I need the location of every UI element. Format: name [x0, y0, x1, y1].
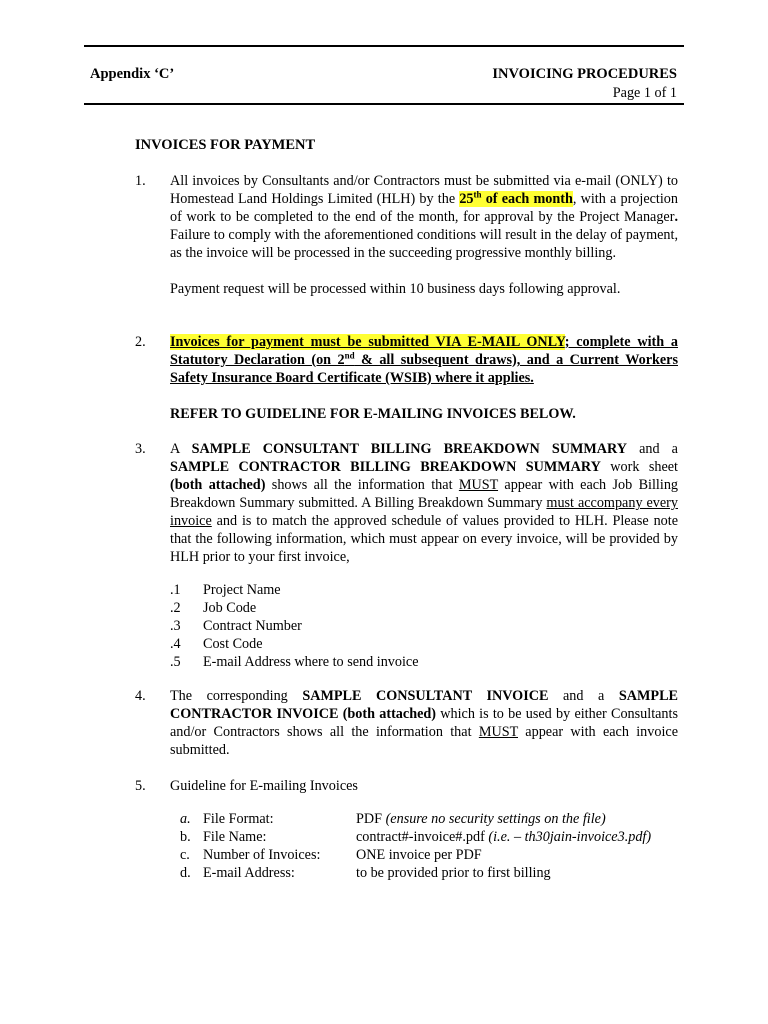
item-number: 3.: [135, 441, 146, 457]
item-body: [170, 687, 678, 759]
text-run: .: [674, 209, 678, 225]
guideline-row-email-address: d. E-mail Address: to be provided prior to first billing: [180, 865, 551, 881]
document-title: INVOICING PROCEDURES: [492, 66, 677, 82]
list-item: .1 Project Name: [170, 582, 281, 598]
sample-invoice-paragraph: The corresponding SAMPLE CONSULTANT INVOICE and a SAMPLE CONTRACTOR INVOICE (both attached) which is to be used by either Consultants and/or Contractors shows all the information that MUST appear with each invoice submitted.: [170, 688, 678, 758]
header-top-rule: [84, 45, 684, 47]
text-run: , with a projection of work to be completed to the end of the month, for approval by the Project Manager: [170, 191, 678, 225]
item-body: [170, 777, 678, 795]
list-item: .5 E-mail Address where to send invoice: [170, 654, 419, 670]
item-body: [170, 333, 678, 423]
list-item: .4 Cost Code: [170, 636, 263, 652]
text-run: Failure to comply with the aforementioned conditions will result in the delay of payment, as the invoice will be processed in the succeeding progressive monthly billing.: [170, 227, 678, 261]
guideline-title: Guideline for E-mailing Invoices: [170, 778, 358, 794]
guideline-row-number-of-invoices: c. Number of Invoices: ONE invoice per PDF: [180, 847, 482, 863]
item-body: [170, 440, 678, 566]
billing-breakdown-paragraph: A SAMPLE CONSULTANT BILLING BREAKDOWN SUMMARY and a SAMPLE CONTRACTOR BILLING BREAKDOWN SUMMARY work sheet (both attached) shows all the information that MUST appear with each Job Billing Breakdown Summary submitted. A Billing Breakdown Summary must accompany every invoice and is to match the approved schedule of values provided to HLH. Please note that the following information, which must appear on every invoice, will be provided by HLH prior to your first invoice,: [170, 441, 679, 565]
section-title: INVOICES FOR PAYMENT: [135, 137, 316, 153]
item-number: 1.: [135, 173, 146, 189]
item-number: 4.: [135, 688, 146, 704]
refer-guideline: REFER TO GUIDELINE FOR E-MAILING INVOICES BELOW.: [170, 406, 576, 422]
header-bottom-rule: [84, 103, 684, 105]
page-number: Page 1 of 1: [612, 85, 677, 101]
list-item: .2 Job Code: [170, 600, 257, 616]
email-requirement: [170, 333, 678, 387]
text-run: ; complete with a Statutory Declaration (on 2nd & all subsequent draws), and a Current Workers Safety Insurance Board Certificate (WSIB) where it applies.: [170, 334, 679, 386]
payment-request-note: Payment request will be processed within 10 business days following approval.: [170, 281, 621, 297]
item-1-paragraph: [170, 172, 678, 262]
appendix-label: Appendix ‘C’: [90, 66, 175, 82]
list-item: .3 Contract Number: [170, 618, 302, 634]
item-body: [170, 172, 678, 298]
highlighted-email-only: Invoices for payment must be submitted VIA E-MAIL ONLY: [170, 334, 565, 350]
item-number: 5.: [135, 778, 146, 794]
guideline-row-file-name: b. File Name: contract#-invoice#.pdf (i.e. – th30jain-invoice3.pdf): [180, 829, 652, 845]
highlighted-deadline: 25th of each month: [459, 189, 573, 207]
guideline-row-file-format: a. File Format: PDF (ensure no security settings on the file): [180, 811, 606, 827]
item-number: 2.: [135, 334, 146, 350]
text-run: All invoices by Consultants and/or Contractors must be submitted via e-mail (ONLY) to Homestead Land Holdings Limited (HLH) by the: [170, 173, 678, 207]
